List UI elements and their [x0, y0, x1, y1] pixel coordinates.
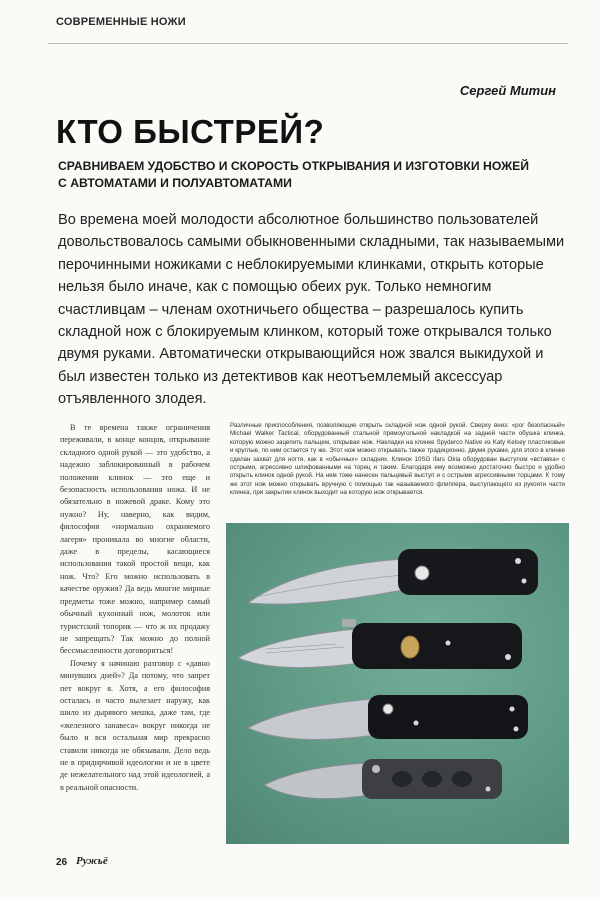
- author-name: Сергей Митин: [459, 83, 556, 98]
- article-lead: Во времена моей молодости абсолютное большинство пользователей довольствовалось самыми обыкновенными складными, так называемыми перочинными ножиками с неблокируемыми клинками, открыть которые нельзя было иначе, как с помощью обеих рук. Только немногим счастливцам – членам охотничьего общества – разрешалось купить складной нож с блокируемым клинком, который тоже открывался только двумя руками. Автоматически открывающийся нож звался выкидухой и был известен только из детективов как неотъемлемый аксессуар отъявленного злодея.: [58, 212, 565, 408]
- knife-4: [264, 759, 502, 799]
- photo-caption: Различные приспособления, позволяющие открыть складной нож одной рукой. Сверху вниз: «рог безопасный» Michael Walker Tactical, оборудованный стальной прямоугольной накладкой на задней части обушка клинка, которую можно зацепить пальцем, открывая нож. Накладки на клинке Spyderco Native из Katy Kelsey пластиковые и круглые, по ним остается ту же. Этот нож можно открывать также традиционно, двумя руками, для этого в клинке сделан захват для ногтя, как в «обычных» складнях. Клинок 10SG ifars Okia оборудован выступом «вставка» с острыми, агрессивно шлифованными на торец и таким. Благодаря ему возможно достаточно быстро и удобно открыть клинок одной рукой. На нем тоже нанесен пальцевый выступ и с острыми агрессивными торцами. К тому же этот нож можно открывать вручную с помощью так называемого флиппера, выступающего из рукояти части клинка, при закрытии клинок выходит на которую нож открывается.: [230, 422, 565, 497]
- magazine-logo: Ружьё: [76, 855, 108, 867]
- section-label: СОВРЕМЕННЫЕ НОЖИ: [56, 16, 186, 28]
- knife-1: [248, 549, 538, 604]
- knives-illustration: [226, 523, 569, 844]
- article-title: КТО БЫСТРЕЙ?: [56, 113, 325, 150]
- article-subtitle: СРАВНИВАЕМ УДОБСТВО И СКОРОСТЬ ОТКРЫВАНИЯ И ИЗГОТОВКИ НОЖЕЙ С АВТОМАТАМИ И ПОЛУАВТОМАТАМИ: [58, 159, 530, 190]
- body-paragraph: В те времена также ограничения переживали, в конце концов, открывание складного одной рукой — это удобство, а надежно заблокированный в рабочем положении клинок — это еще и безопасность использования ножа. И не обязательно в ножевой драке. Кому это нужно? Ну, наверно, как видим, философия «нормально охраняемого лагеря» проникала во многие области, даже в пределы, касающиеся использования такой простой вещи, как нож. Что? Его можно использовать в качестве оружия? Да ведь многие мирные предметы тоже можно, например самый обычный кухонный нож, молоток или туристский топорик — что ж их продажу не запрещать? Так можно до полной бессмысленности договориться!: [60, 423, 210, 656]
- page-number: 26: [56, 857, 68, 868]
- knife-2: [238, 619, 522, 669]
- body-paragraph: Почему я начинаю разговор с «давно минувших дней»? Да потому, что запрет пет вокруг я. Хотя, а его философия осталась и часто вылезает наружу, как шило из дырявого мешка, даже там, где «железного занавеса» вокруг никогда не было и вся остальная мир прекрасно ставили никогда не обязывали. Дело ведь не в придирчивой идеологии и не в цвете де нежелательного над этой идеологией, а в реальной опасности.: [60, 658, 210, 792]
- body-column: [60, 422, 210, 842]
- knives-photo: [226, 523, 569, 844]
- knife-3: [248, 695, 528, 739]
- header-divider: [48, 43, 568, 44]
